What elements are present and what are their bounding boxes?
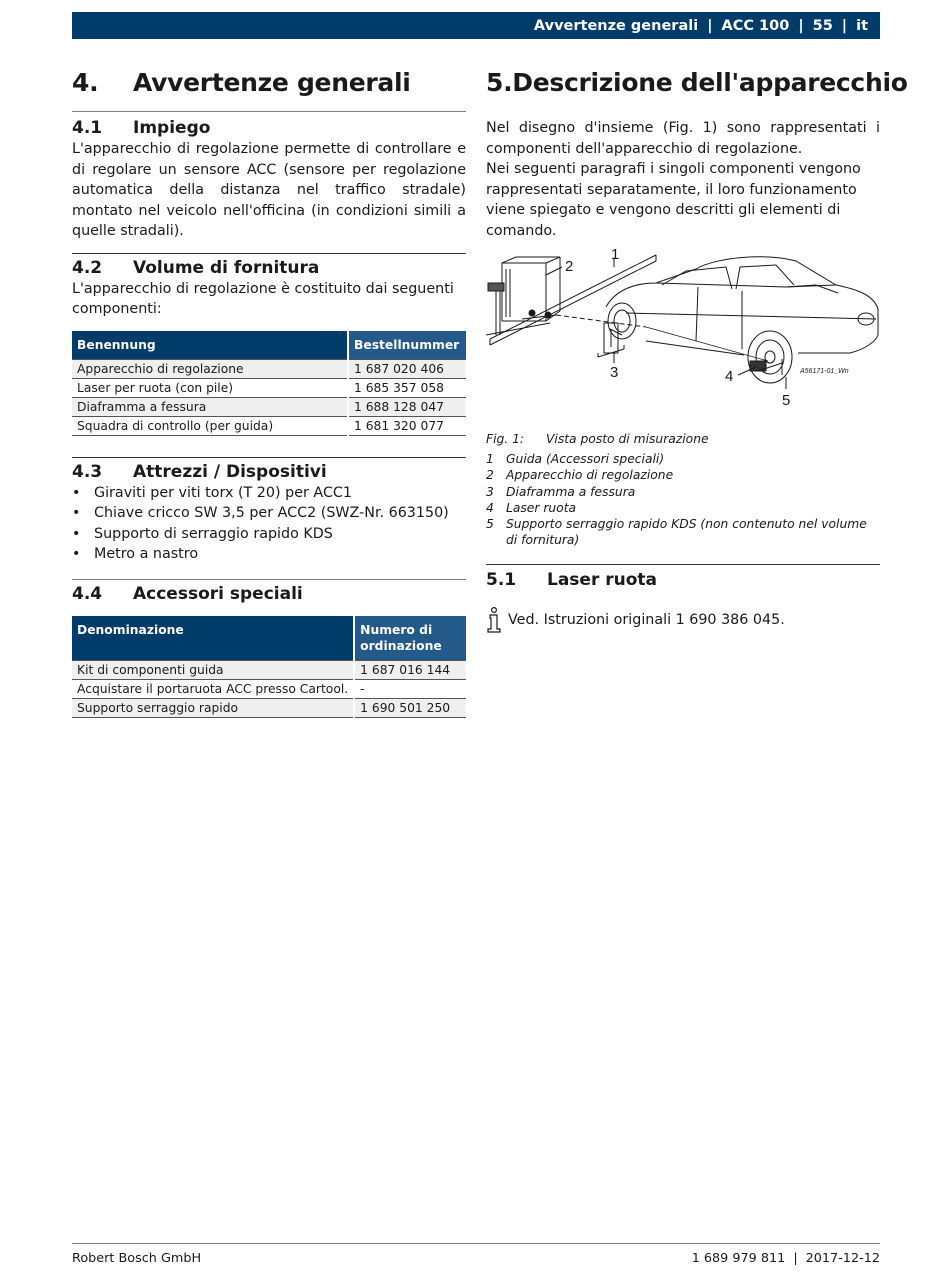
slit-diaphragm-drawing	[598, 323, 624, 357]
right-column	[486, 66, 908, 639]
tools-list	[72, 483, 466, 565]
footer-document-info	[692, 1251, 880, 1266]
legend-number: 5	[486, 517, 494, 532]
section-5-1-heading	[486, 569, 880, 591]
section-4-2-text: L'apparecchio di regolazione è costituito dai seguenti componenti:	[72, 280, 454, 317]
legend-text: Laser ruota	[506, 500, 577, 515]
callout-label: 3	[610, 364, 619, 381]
table-row	[72, 378, 466, 397]
header-separator: |	[798, 17, 804, 34]
table-row	[72, 698, 466, 717]
header-product: ACC 100	[721, 17, 790, 34]
list-item	[486, 484, 880, 500]
section-title: Impiego	[133, 118, 211, 138]
legend-number: 4	[486, 500, 494, 515]
section-4-3-heading	[72, 461, 466, 483]
figure-number: Fig. 1:	[486, 432, 525, 446]
table-cell-name: Laser per ruota (con pile)	[72, 378, 348, 397]
table-row	[72, 359, 466, 378]
adjustment-device-drawing	[486, 257, 560, 335]
table-cell-order-number: 1 685 357 058	[348, 378, 466, 397]
callout-label: 2	[565, 258, 574, 275]
figure-title: Vista posto di misurazione	[546, 432, 709, 446]
section-title: Attrezzi / Dispositivi	[133, 461, 327, 482]
column-header-name: Denominazione	[72, 616, 354, 661]
bullet-icon: •	[72, 525, 81, 542]
column-header-order-number: Bestellnummer	[348, 331, 466, 360]
list-item-text: Supporto di serraggio rapido KDS	[94, 525, 333, 542]
section-number: 4.4	[72, 583, 103, 604]
footer-company: Robert Bosch GmbH	[72, 1251, 202, 1266]
table-cell-name: Squadra di controllo (per guida)	[72, 416, 348, 435]
legend-text: Apparecchio di regolazione	[506, 468, 674, 483]
footer-divider	[72, 1243, 880, 1244]
figure-legend	[486, 451, 880, 548]
chapter-title: Descrizione dell'apparecchio	[512, 68, 908, 97]
measurement-station-figure	[486, 249, 880, 417]
table-header-row	[72, 616, 466, 661]
table-cell-name: Acquistare il portaruota ACC presso Cartool.	[72, 679, 354, 698]
section-title: Laser ruota	[547, 570, 658, 591]
table-row	[72, 679, 466, 698]
chapter-5-detail-text: Nei seguenti paragrafi i singoli componenti vengono rappresentati separatamente, il loro funzionamento viene spiegato e vengono descritti gli elementi di comando.	[486, 161, 861, 239]
list-item	[72, 524, 466, 545]
page-header	[72, 12, 880, 39]
section-divider	[72, 111, 466, 112]
chapter-4-heading	[72, 66, 466, 106]
bullet-icon: •	[72, 484, 81, 501]
section-title: Accessori speciali	[133, 583, 303, 604]
figure-caption	[486, 431, 880, 447]
bullet-icon: •	[72, 505, 81, 521]
list-item	[72, 544, 466, 565]
legend-text: Supporto serraggio rapido KDS (non contenuto nel volume di fornitura)	[506, 517, 867, 548]
header-section: Avvertenze generali	[533, 17, 699, 34]
section-4-4-heading	[72, 583, 466, 605]
table-cell-order-number: -	[354, 679, 466, 698]
callout-label: 4	[725, 368, 734, 385]
section-number: 4.1	[72, 118, 103, 138]
delivery-table	[72, 331, 466, 436]
list-item-text: Giraviti per viti torx (T 20) per ACC1	[94, 484, 352, 501]
table-cell-name: Apparecchio di regolazione	[72, 359, 348, 378]
table-cell-name: Diaframma a fessura	[72, 397, 348, 416]
legend-text: Guida (Accessori speciali)	[506, 452, 665, 467]
list-item	[72, 483, 466, 504]
bullet-icon: •	[72, 546, 81, 562]
legend-number: 3	[486, 484, 494, 499]
footer-date: 2017-12-12	[805, 1251, 880, 1266]
table-cell-order-number: 1 690 501 250	[354, 698, 466, 717]
section-number: 4.2	[72, 257, 103, 278]
table-row	[72, 416, 466, 435]
chapter-number: 4.	[72, 68, 99, 97]
list-item-text: Metro a nastro	[94, 546, 199, 562]
info-icon	[486, 607, 508, 639]
column-header-order-number: Numero di ordinazione	[354, 616, 466, 661]
list-item	[72, 503, 466, 524]
legend-number: 2	[486, 468, 494, 483]
laser-beam-line	[556, 315, 646, 327]
chapter-5-intro-text: Nel disegno d'insieme (Fig. 1) sono rappresentati i componenti dell'apparecchio di regolazione.	[486, 120, 880, 157]
chapter-title: Avvertenze generali	[133, 68, 411, 97]
chapter-number: 5.	[486, 68, 513, 97]
accessories-table	[72, 616, 466, 718]
list-item	[486, 516, 880, 548]
table-header-row	[72, 331, 466, 360]
column-header-name: Benennung	[72, 331, 348, 360]
footer-document-number: 1 689 979 811	[691, 1251, 786, 1266]
table-cell-order-number: 1 688 128 047	[348, 397, 466, 416]
table-cell-name: Supporto serraggio rapido	[72, 698, 354, 717]
section-divider	[72, 579, 466, 580]
list-item	[486, 451, 880, 467]
header-separator: |	[707, 17, 713, 34]
section-title: Volume di fornitura	[133, 257, 320, 278]
car-drawing	[606, 257, 878, 383]
section-4-2-heading	[72, 257, 466, 279]
list-item-text: Chiave cricco SW 3,5 per ACC2 (SWZ-Nr. 663150)	[94, 505, 449, 521]
section-4-1-text: L'apparecchio di regolazione permette di controllare e di regolare un sensore ACC (sensore per regolazione automatica della distanza nel traffico stradale) montato nel veicolo nell'officina (in condizioni simili a quelle stradali).	[72, 141, 466, 239]
callout-label: 5	[782, 392, 791, 409]
legend-text: Diaframma a fessura	[506, 484, 636, 499]
section-number: 5.1	[486, 570, 517, 591]
header-separator: |	[841, 17, 848, 34]
footer-separator: |	[793, 1251, 798, 1266]
section-number: 4.3	[72, 461, 103, 482]
section-divider	[72, 457, 466, 458]
header-page-number: 55	[812, 17, 833, 34]
table-row	[72, 660, 466, 679]
info-note	[486, 607, 880, 639]
section-divider	[486, 564, 880, 565]
callout-label: 1	[611, 249, 620, 263]
list-item	[486, 467, 880, 483]
table-row	[72, 397, 466, 416]
header-language: it	[856, 17, 868, 34]
table-cell-order-number: 1 687 016 144	[354, 660, 466, 679]
figure-code: A56171-01_Wn	[800, 368, 849, 375]
section-divider	[72, 253, 466, 254]
chapter-5-heading	[486, 66, 908, 106]
info-note-text: Ved. Istruzioni originali 1 690 386 045.	[508, 612, 785, 629]
table-cell-name: Kit di componenti guida	[72, 660, 354, 679]
left-column	[72, 66, 466, 718]
legend-number: 1	[486, 452, 494, 467]
list-item	[486, 500, 880, 516]
section-4-1-heading	[72, 117, 466, 139]
table-cell-order-number: 1 681 320 077	[348, 416, 466, 435]
table-cell-order-number: 1 687 020 406	[348, 359, 466, 378]
